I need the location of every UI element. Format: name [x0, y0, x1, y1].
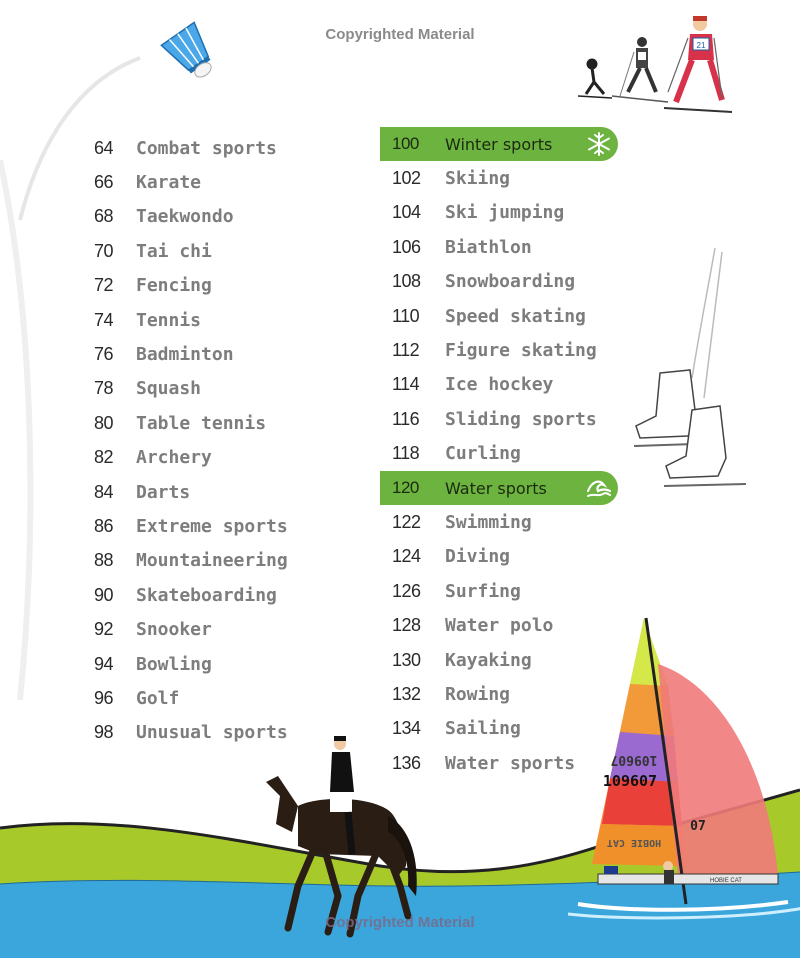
toc-page-number: 108 — [392, 271, 421, 292]
toc-page-number: 134 — [392, 718, 421, 739]
toc-title: Fencing — [136, 275, 212, 297]
toc-entry[interactable] — [94, 372, 374, 406]
toc-page-number: 104 — [392, 202, 421, 223]
toc-entry[interactable] — [380, 230, 620, 264]
toc-page-number: 74 — [94, 309, 114, 330]
toc-page-number: 66 — [94, 172, 114, 193]
toc-entry[interactable] — [94, 441, 374, 475]
toc-entry[interactable] — [380, 437, 620, 471]
toc-entry[interactable] — [380, 299, 620, 333]
toc-page-number: 136 — [392, 752, 421, 773]
toc-title: Combat sports — [136, 137, 277, 159]
toc-title: Water polo — [445, 615, 554, 637]
toc-title: Bowling — [136, 653, 212, 675]
toc-page-number: 124 — [392, 546, 421, 567]
toc-entry[interactable] — [380, 196, 620, 230]
toc-title: Swimming — [445, 511, 532, 533]
toc-entry[interactable] — [94, 269, 374, 303]
toc-page-number: 102 — [392, 168, 421, 189]
toc-page-number: 96 — [94, 687, 114, 708]
toc-page-number: 112 — [392, 340, 420, 361]
toc-entry[interactable] — [94, 578, 374, 612]
copyright-watermark-bottom: Copyrighted Material — [325, 914, 475, 931]
toc-title: Karate — [136, 172, 202, 194]
toc-title: Surfing — [445, 580, 521, 602]
toc-entry[interactable] — [94, 131, 374, 165]
sail-number-mirror: 109607 — [610, 752, 658, 767]
section-header-winter-sports[interactable] — [380, 127, 618, 161]
toc-page-number: 80 — [94, 412, 114, 433]
section-header-water-sports[interactable] — [380, 471, 618, 505]
toc-page-number: 94 — [94, 653, 114, 674]
toc-entry[interactable] — [380, 161, 620, 195]
toc-title: Diving — [445, 546, 511, 568]
sailboat-illustration — [568, 614, 800, 934]
skiers-illustration — [572, 12, 742, 122]
toc-title: Tennis — [136, 309, 202, 331]
toc-entry[interactable] — [94, 544, 374, 578]
toc-entry[interactable] — [94, 647, 374, 681]
ice-skates-illustration — [630, 248, 760, 498]
toc-title: Badminton — [136, 344, 234, 366]
toc-entry[interactable] — [380, 402, 620, 436]
toc-entry[interactable] — [94, 234, 374, 268]
toc-page-number: 82 — [94, 447, 114, 468]
toc-title: Kayaking — [445, 649, 532, 671]
toc-title: Water sports — [445, 478, 547, 498]
sail-number: 109607 — [602, 772, 658, 790]
toc-title: Sliding sports — [445, 408, 597, 430]
toc-page-number: 70 — [94, 240, 114, 261]
wave-icon — [586, 475, 612, 501]
toc-entry[interactable] — [94, 303, 374, 337]
toc-page-number: 130 — [392, 649, 421, 670]
toc-page-number: 118 — [392, 443, 420, 464]
toc-page-number: 116 — [392, 408, 420, 429]
toc-page-number: 84 — [94, 481, 114, 502]
copyright-watermark-top: Copyrighted Material — [325, 26, 475, 43]
toc-page-number: 128 — [392, 615, 421, 636]
toc-title: Ice hockey — [445, 374, 554, 396]
toc-page-number: 110 — [392, 305, 420, 326]
toc-entry[interactable] — [380, 333, 620, 367]
toc-entry[interactable] — [94, 509, 374, 543]
toc-title: Winter sports — [445, 134, 553, 154]
toc-page-number: 120 — [392, 478, 419, 498]
toc-page-number: 98 — [94, 722, 114, 743]
toc-entry[interactable] — [94, 681, 374, 715]
toc-title: Mountaineering — [136, 550, 288, 572]
toc-title: Darts — [136, 481, 191, 503]
toc-title: Water sports — [445, 752, 576, 774]
toc-page-number: 78 — [94, 378, 114, 399]
toc-title: Snooker — [136, 619, 212, 641]
toc-entry[interactable] — [380, 265, 620, 299]
toc-title: Figure skating — [445, 340, 597, 362]
toc-title: Sailing — [445, 718, 521, 740]
toc-entry[interactable] — [380, 368, 620, 402]
toc-page-number: 122 — [392, 511, 421, 532]
toc-title: Golf — [136, 687, 180, 709]
toc-title: Ski jumping — [445, 202, 565, 224]
toc-page-number: 106 — [392, 236, 421, 257]
toc-page-number: 88 — [94, 550, 114, 571]
toc-title: Skiing — [445, 168, 511, 190]
hull-brand: HOBIE CAT — [710, 878, 742, 884]
snowflake-icon — [586, 131, 612, 157]
toc-entry[interactable] — [94, 406, 374, 440]
toc-title: Taekwondo — [136, 206, 234, 228]
toc-title: Curling — [445, 443, 521, 465]
toc-entry[interactable] — [94, 165, 374, 199]
toc-title: Snowboarding — [445, 271, 576, 293]
sail-small-number: 07 — [690, 819, 706, 834]
shuttlecock-icon — [148, 10, 228, 80]
toc-page-number: 132 — [392, 683, 421, 704]
toc-page-number: 76 — [94, 344, 114, 365]
toc-page-number: 92 — [94, 619, 114, 640]
toc-entry[interactable] — [380, 505, 620, 539]
toc-entry[interactable] — [94, 200, 374, 234]
toc-left-column — [94, 131, 374, 750]
toc-title: Speed skating — [445, 305, 586, 327]
toc-page-number: 72 — [94, 275, 114, 296]
toc-title: Unusual sports — [136, 722, 288, 744]
toc-entry[interactable] — [380, 574, 620, 608]
toc-title: Table tennis — [136, 412, 267, 434]
toc-entry[interactable] — [94, 337, 374, 371]
toc-entry[interactable] — [94, 612, 374, 646]
toc-page-number: 126 — [392, 580, 421, 601]
toc-entry[interactable] — [380, 540, 620, 574]
toc-page-number: 86 — [94, 515, 114, 536]
toc-title: Archery — [136, 447, 212, 469]
toc-page-number: 100 — [392, 134, 419, 154]
toc-title: Rowing — [445, 683, 511, 705]
toc-page-number: 114 — [392, 374, 420, 395]
toc-entry[interactable] — [94, 475, 374, 509]
toc-page-number: 90 — [94, 584, 114, 605]
toc-title: Tai chi — [136, 240, 212, 262]
toc-title: Extreme sports — [136, 515, 288, 537]
toc-page-number: 64 — [94, 137, 114, 158]
toc-title: Biathlon — [445, 236, 532, 258]
toc-title: Skateboarding — [136, 584, 277, 606]
sail-brand-mirror: HOBIE CAT — [606, 837, 662, 848]
toc-page-number: 68 — [94, 206, 114, 227]
skier-bib-number: 21 — [696, 41, 706, 50]
toc-title: Squash — [136, 378, 202, 400]
